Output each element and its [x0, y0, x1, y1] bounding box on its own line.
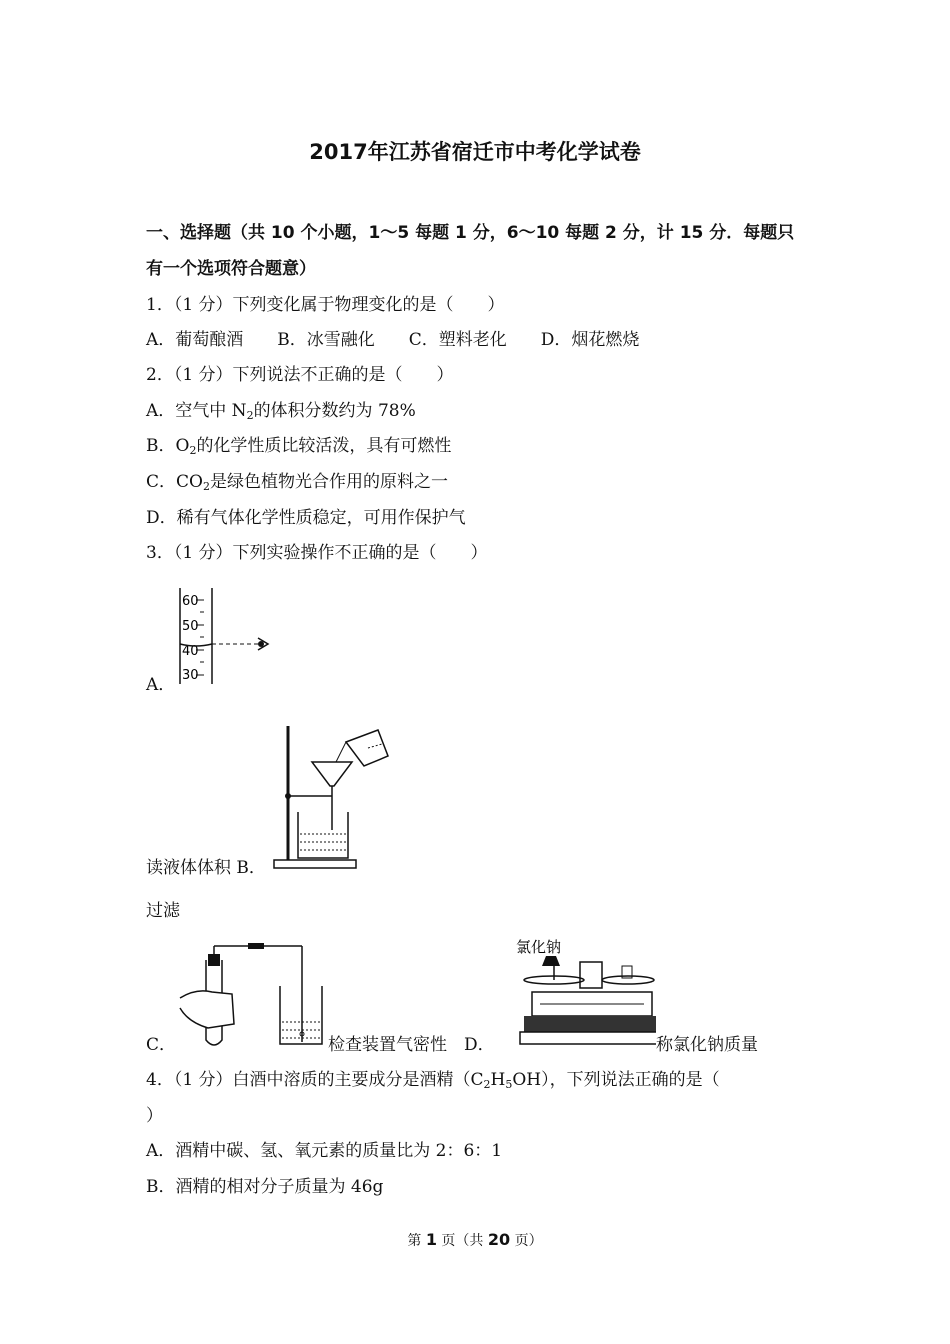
filtration-figure — [270, 722, 400, 872]
q4-option-a: A．酒精中碳、氢、氧元素的质量比为 2：6：1 — [146, 1141, 503, 1161]
q3-option-a-caption: 读液体体积 B． — [146, 858, 266, 878]
q2-option-d: D．稀有气体化学性质稳定，可用作保护气 — [146, 508, 466, 528]
q3-option-c-label: C． — [146, 1035, 177, 1055]
q3-stem: 3．（1 分）下列实验操作不正确的是（ ） — [146, 543, 488, 563]
cylinder-tick-40: 40 — [182, 644, 199, 659]
q2-option-a: A．空气中 $N_2$的体积分数约为 78% — [146, 401, 416, 422]
q3-option-d-caption: 称氯化钠质量 — [656, 1035, 758, 1055]
q3-option-a-label: A． — [146, 675, 176, 695]
q1-options: A．葡萄酿酒 B．冰雪融化 C．塑料老化 D．烟花燃烧 — [146, 330, 640, 350]
hand-icon — [180, 991, 234, 1028]
q4-option-b: B．酒精的相对分子质量为 46g — [146, 1177, 384, 1197]
section-heading-line1: 一、选择题（共 10 个小题，1～5 每题 1 分，6～10 每题 2 分，计 15 分．每题只 — [146, 223, 795, 243]
page-title: 2017年江苏省宿迁市中考化学试卷 — [309, 140, 641, 164]
q2-option-c: C．$CO_2$是绿色植物光合作用的原料之一 — [146, 472, 448, 493]
cylinder-tick-50: 50 — [182, 619, 199, 634]
cylinder-tick-60: 60 — [182, 594, 199, 609]
airtightness-check-figure — [176, 938, 326, 1054]
q2-stem: 2．（1 分）下列说法不正确的是（ ） — [146, 365, 454, 385]
q1-stem: 1．（1 分）下列变化属于物理变化的是（ ） — [146, 295, 505, 315]
q3-option-b-caption: 过滤 — [146, 901, 180, 921]
q4-stem-line2: ） — [146, 1106, 163, 1126]
q4-stem: 4．（1 分）白酒中溶质的主要成分是酒精$(C_2H_5OH)$，下列说法正确的是（ — [146, 1070, 720, 1091]
q2-option-b: B．$O_2$的化学性质比较活泼，具有可燃性 — [146, 436, 452, 457]
q3-option-c-caption: 检查装置气密性 D． — [328, 1035, 495, 1055]
cylinder-tick-30: 30 — [182, 668, 199, 683]
page-footer: 第 1 页（共 20 页） — [407, 1230, 543, 1249]
balance-figure — [516, 936, 656, 1054]
section-heading-line2: 有一个选项符合题意） — [146, 259, 316, 279]
graduated-cylinder-figure — [170, 584, 280, 689]
balance-label: 氯化钠 — [516, 938, 562, 956]
